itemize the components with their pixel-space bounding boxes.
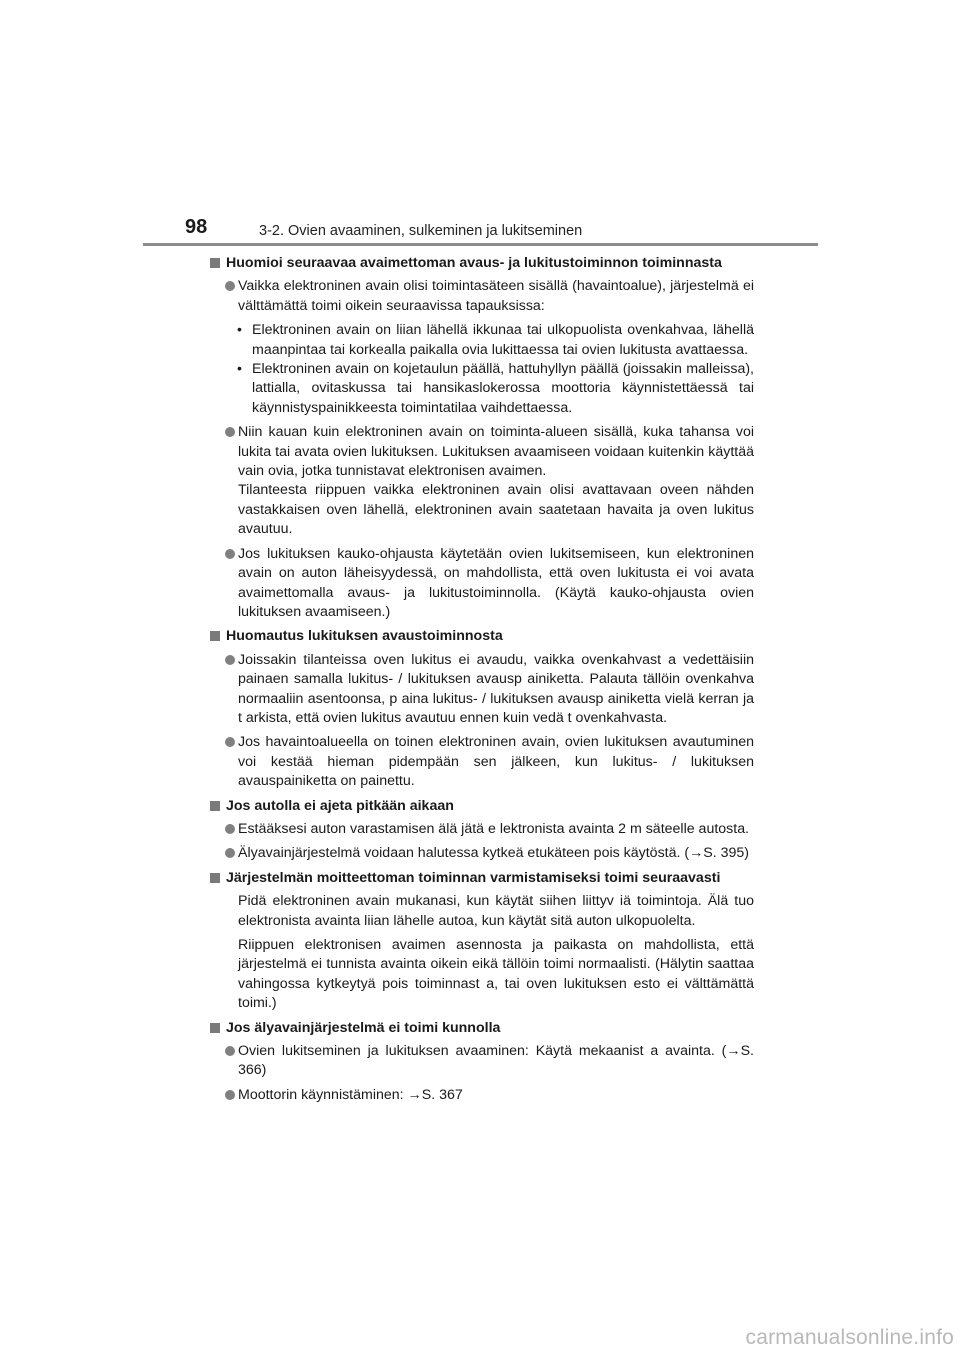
- bullet-item: [210, 545, 754, 623]
- bullet-continuation: Tilanteesta riippuen vaikka elektroninen avain olisi avattavaan oveen nähden vastakkaisen oven lähellä, elektroninen avain saatetaan havaita ja oven lukitus avautuu.: [238, 482, 754, 538]
- bullet-item: [210, 1042, 754, 1081]
- bullet-item: [210, 733, 754, 791]
- bullet-text: Ovien lukitseminen ja lukituksen avaaminen: Käytä mekaanist a avainta. (→S. 366): [238, 1043, 754, 1079]
- section-heading: [210, 254, 754, 273]
- section-heading: [210, 627, 754, 646]
- round-bullet-icon: [225, 281, 235, 291]
- round-bullet-icon: [225, 549, 235, 559]
- bullet-text: Jos lukituksen kauko-ohjausta käytetään ovien lukitsemiseen, kun elektroninen avain on auton läheisyydessä, on mahdollista, että oven lukitusta ei voi avata avaimettomalla avaus- ja lukitustoiminnolla. (Käytä kauko-ohjausta ovien lukituksen avaamiseen.): [238, 545, 754, 620]
- section-heading-text: Jos autolla ei ajeta pitkään aikaan: [226, 797, 454, 814]
- dot-marker-icon: •: [237, 361, 242, 378]
- page-number: 98: [185, 216, 208, 238]
- round-bullet-icon: [225, 737, 235, 747]
- bullet-item: [210, 651, 754, 729]
- sub-list-text: Elektroninen avain on kojetaulun päällä, hattuhyllyn päällä (joissakin malleissa), lattialla, ovitaskussa tai hansikaslokerossa moottoria käynnistettäessä tai käynnistyspainikkeesta toimintatilaa vaihdettaessa.: [252, 361, 754, 416]
- section-heading: [210, 1019, 754, 1038]
- section-heading-text: Huomautus lukituksen avaustoiminnosta: [226, 628, 503, 645]
- bullet-item: [210, 844, 754, 863]
- bullet-item: [210, 423, 754, 481]
- header-divider: [143, 243, 818, 246]
- bullet-text: Vaikka elektroninen avain olisi toimintasäteen sisällä (havaintoalue), järjestelmä ei välttämättä toimi oikein seuraavissa tapauksissa:: [238, 278, 754, 314]
- paragraph: Pidä elektroninen avain mukanasi, kun käytät siihen liittyv iä toimintoja. Älä tuo elektronista avainta liian lähelle autoa, kun käytät sitä auton ulkopuolelta.: [238, 893, 754, 929]
- square-bullet-icon: [210, 1023, 220, 1033]
- sub-list-text: Elektroninen avain on liian lähellä ikkunaa tai ulkopuolista ovenkahvaa, lähellä maanpintaa tai korkealla paikalla ovia lukittaessa tai ovien lukitusta avattaessa.: [252, 322, 754, 358]
- square-bullet-icon: [210, 258, 220, 268]
- section-heading-text: Huomioi seuraavaa avaimettoman avaus- ja lukitustoiminnon toiminnasta: [226, 255, 722, 271]
- bullet-text: Niin kauan kuin elektroninen avain on toiminta-alueen sisällä, kuka tahansa voi lukita tai avata ovien lukituksen. Lukituksen avaamiseen voidaan kuitenkin käyttää vain ovia, jotka tunnistavat elektronisen avaimen.: [238, 424, 754, 480]
- section-heading-text: Jos älyavainjärjestelmä ei toimi kunnolla: [226, 1019, 501, 1036]
- watermark: carmanualsonline.info: [745, 1326, 954, 1349]
- sub-list-item: [210, 360, 754, 418]
- bullet-item: [210, 277, 754, 316]
- sub-list-item: [210, 321, 754, 360]
- bullet-text: Joissakin tilanteissa oven lukitus ei avaudu, vaikka ovenkahvast a vedettäisiin painaen samalla lukitus- / lukituksen avausp ainiketta. Palauta tällöin ovenkahva normaaliin asentoonsa, p aina lukitus- / lukituksen avausp ainiketta vielä kerran ja t arkista, että ovien lukitus avautuu ennen kuin vedä t ovenkahvasta.: [238, 651, 754, 726]
- bullet-text: Jos havaintoalueella on toinen elektroninen avain, ovien lukituksen avautuminen voi kestää hieman pidempään sen jälkeen, kun lukitus- / lukituksen avauspainiketta on painettu.: [238, 734, 754, 790]
- square-bullet-icon: [210, 631, 220, 641]
- bullet-item: [210, 820, 754, 839]
- bullet-text: Älyavainjärjestelmä voidaan halutessa kytkeä etukäteen pois käytöstä. (→S. 395): [238, 845, 750, 862]
- bullet-text: Moottorin käynnistäminen: →S. 367: [238, 1086, 463, 1103]
- square-bullet-icon: [210, 873, 220, 883]
- round-bullet-icon: [225, 824, 235, 834]
- paragraph: Riippuen elektronisen avaimen asennosta ja paikasta on mahdollista, että järjestelmä ei tunnista avainta oikein eikä tällöin toimi normaalisti. (Hälytin saattaa vahingossa kytkeytyä pois toiminnast a, tai oven lukituksen esto ei välttämättä toimi.): [238, 937, 754, 1012]
- round-bullet-icon: [225, 1090, 235, 1100]
- bullet-item: [210, 1086, 754, 1105]
- section-heading-text: Järjestelmän moitteettoman toiminnan varmistamiseksi toimi seuraavasti: [226, 869, 721, 886]
- page-content: [210, 254, 754, 1110]
- round-bullet-icon: [225, 427, 235, 437]
- round-bullet-icon: [225, 1046, 235, 1056]
- round-bullet-icon: [225, 848, 235, 858]
- square-bullet-icon: [210, 801, 220, 811]
- section-heading: [210, 869, 754, 888]
- dot-marker-icon: •: [237, 322, 242, 339]
- bullet-text: Estääksesi auton varastamisen älä jätä e lektronista avainta 2 m säteelle autosta.: [238, 820, 750, 837]
- section-heading: [210, 797, 754, 816]
- chapter-title: 3-2. Ovien avaaminen, sulkeminen ja lukitseminen: [259, 223, 583, 239]
- round-bullet-icon: [225, 655, 235, 665]
